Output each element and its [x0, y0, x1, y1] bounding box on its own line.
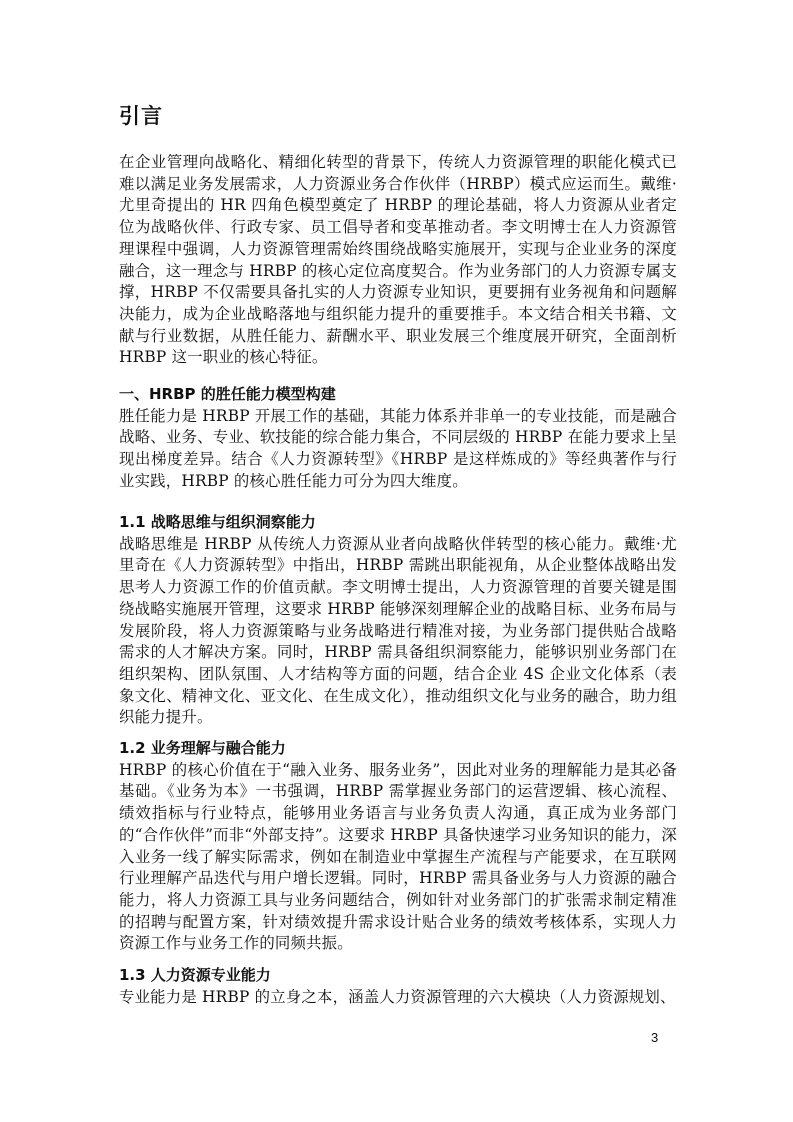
intro-section	[119, 152, 677, 369]
section-hr-professional	[119, 965, 677, 1008]
page-number: 3	[651, 1030, 659, 1045]
subsection-paragraph: HRBP 的核心价值在于“融入业务、服务业务”，因此对业务的理解能力是其必备基础。《业务为本》一书强调，HRBP 需掌握业务部门的运营逻辑、核心流程、绩效指标与行业特点，能够用业务语言与业务负责人沟通，真正成为业务部门的“合作伙伴”而非“外部支持”。这要求 HRBP 具备快速学习业务知识的能力，深入业务一线了解实际需求，例如在制造业中掌握生产流程与产能要求，在互联网行业理解产品迭代与用户增长逻辑。同时，HRBP 需具备业务与人力资源的融合能力，将人力资源工具与业务问题结合，例如针对业务部门的扩张需求制定精准的招聘与配置方案，针对绩效提升需求设计贴合业务的绩效考核体系，实现人力资源工作与业务工作的同频共振。	[119, 760, 677, 953]
intro-paragraph: 在企业管理向战略化、精细化转型的背景下，传统人力资源管理的职能化模式已难以满足业务发展需求，人力资源业务合作伙伴（HRBP）模式应运而生。戴维·尤里奇提出的 HR 四角色模型奠定了 HRBP 的理论基础，将人力资源从业者定位为战略伙伴、行政专家、员工倡导者和变革推动者。李文明博士在人力资源管理课程中强调，人力资源管理需始终围绕战略实施展开，实现与企业业务的深度融合，这一理念与 HRBP 的核心定位高度契合。作为业务部门的人力资源专属支撑，HRBP 不仅需要具备扎实的人力资源专业知识，更要拥有业务视角和问题解决能力，成为企业战略落地与组织能力提升的重要推手。本文结合相关书籍、文献与行业数据，从胜任能力、薪酬水平、职业发展三个维度展开研究，全面剖析 HRBP 这一职业的核心特征。	[119, 153, 677, 367]
subsection-heading: 1.3 人力资源专业能力	[119, 966, 271, 984]
section-heading: 一、HRBP 的胜任能力模型构建	[119, 385, 336, 403]
subsection-heading: 1.1 战略思维与组织洞察能力	[119, 513, 316, 531]
subsection-heading: 1.2 业务理解与融合能力	[119, 739, 286, 757]
section-business-understanding	[119, 738, 677, 955]
section-paragraph: 胜任能力是 HRBP 开展工作的基础，其能力体系并非单一的专业技能，而是融合战略、业务、专业、软技能的综合能力集合，不同层级的 HRBP 在能力要求上呈现出梯度差异。结合《人力资源转型》《HRBP 是这样炼成的》等经典著作与行业实践，HRBP 的核心胜任能力可分为四大维度。	[119, 406, 677, 490]
section-strategic-thinking	[119, 512, 677, 729]
section-competency-model	[119, 384, 677, 493]
page-title: 引言	[119, 104, 163, 128]
subsection-paragraph: 专业能力是 HRBP 的立身之本，涵盖人力资源管理的六大模块（人力资源规划、	[119, 987, 676, 1006]
subsection-paragraph: 战略思维是 HRBP 从传统人力资源从业者向战略伙伴转型的核心能力。戴维·尤里奇在《人力资源转型》中指出，HRBP 需跳出职能视角，从企业整体战略出发思考人力资源工作的价值贡献。李文明博士提出，人力资源管理的首要关键是围绕战略实施展开管理，这要求 HRBP 能够深刻理解企业的战略目标、业务布局与发展阶段，将人力资源策略与业务战略进行精准对接，为业务部门提供贴合战略需求的人才解决方案。同时，HRBP 需具备组织洞察能力，能够识别业务部门在组织架构、团队氛围、人才结构等方面的问题，结合企业 4S 企业文化体系（表象文化、精神文化、亚文化、在生成文化），推动组织文化与业务的融合，助力组织能力提升。	[119, 534, 677, 727]
